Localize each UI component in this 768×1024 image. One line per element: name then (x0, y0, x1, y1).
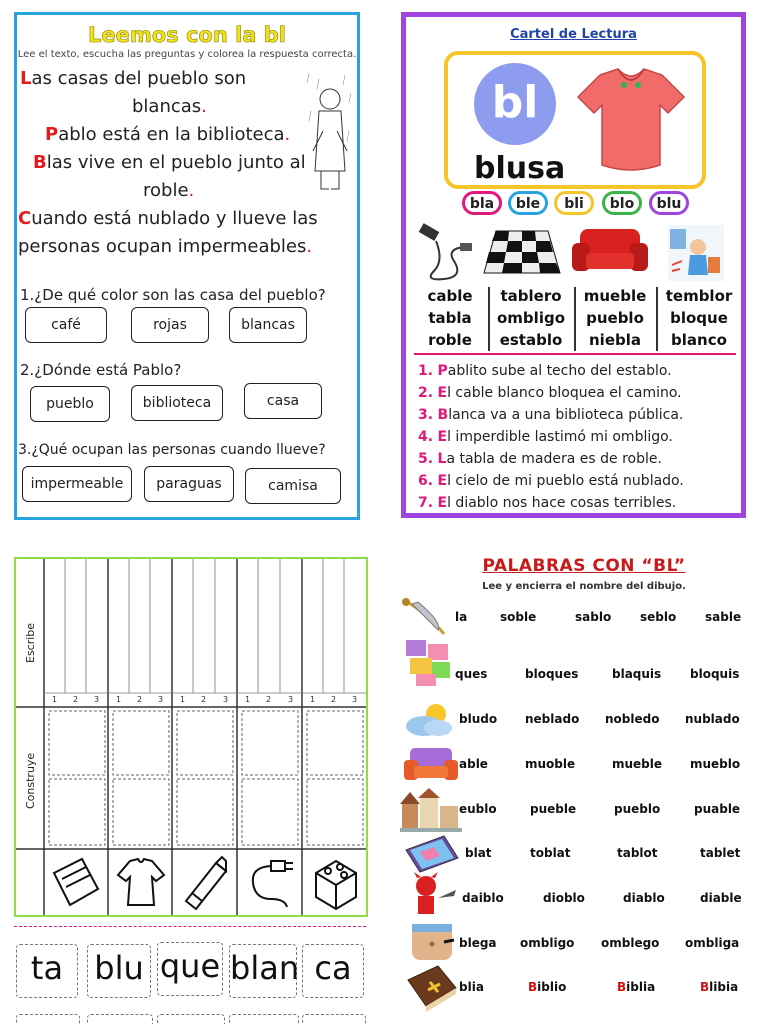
word-option[interactable]: blaquis (612, 667, 662, 681)
answer-option-casa[interactable]: casa (244, 383, 322, 419)
word-column-2: tablero ombligo establo (497, 287, 565, 349)
word-option[interactable]: ques (455, 667, 488, 681)
tablet-icon (400, 832, 464, 876)
word-option[interactable]: ombliga (685, 936, 740, 950)
question-3: 3.¿Qué ocupan las personas cuando llueve? (18, 442, 326, 458)
story-line-4: Blas vive en el pueblo junto al (33, 152, 306, 173)
cut-line (14, 926, 366, 927)
answer-option-blancas[interactable]: blancas (229, 307, 307, 343)
answer-option-pueblo[interactable]: pueblo (30, 386, 110, 422)
word-option[interactable]: daiblo (462, 891, 504, 905)
story-line-7: personas ocupan impermeables. (18, 236, 313, 257)
cable-plug-icon (241, 853, 299, 911)
word-column-3: mueble pueblo niebla (583, 287, 647, 349)
sentence-6: 6. El cielo de mi pueblo está nublado. (418, 473, 684, 489)
word-option[interactable]: pueblo (614, 802, 661, 816)
blouse-outline-icon (112, 853, 170, 911)
story-line-2: blancas. (132, 96, 207, 117)
word-option[interactable]: blia (459, 980, 484, 994)
sharpener-icon (48, 853, 106, 911)
story-line-6: Cuando está nublado y llueve las (18, 208, 318, 229)
blouse-icon (572, 61, 690, 179)
cloudy-sun-icon (402, 700, 458, 740)
answer-option-rojas[interactable]: rojas (131, 307, 209, 343)
word-option[interactable]: mueblo (690, 757, 741, 771)
sentence-3: 3. Blanca va a una biblioteca pública. (418, 407, 684, 423)
sofa-icon (402, 744, 460, 784)
sofa-icon (570, 225, 650, 281)
reading-poster-panel (401, 12, 746, 518)
word-option[interactable]: soble (500, 610, 537, 624)
worksheet-instructions: Lee el texto, escucha las preguntas y colorea la respuesta correcta. (17, 49, 357, 60)
word-option[interactable]: eublo (459, 802, 497, 816)
devil-icon (404, 872, 460, 918)
word-option[interactable]: Blibia (700, 980, 739, 994)
syllable-tile-blu[interactable]: blu (87, 944, 151, 998)
word-column-4: temblor bloque blanco (665, 287, 733, 349)
saber-icon (398, 594, 454, 638)
belly-icon (404, 918, 458, 964)
poster-title: Cartel de Lectura (510, 27, 637, 42)
words-worksheet-instructions: Lee y encierra el nombre del dibujo. (482, 581, 686, 592)
word-option[interactable]: pueble (530, 802, 577, 816)
syllable-pill-bli: bli (554, 191, 594, 215)
word-option[interactable]: sable (705, 610, 742, 624)
syllable-tile-ta[interactable]: ta (16, 944, 78, 998)
syllable-pill-bla: bla (462, 191, 502, 215)
words-worksheet-title: PALABRAS CON “BL” (482, 556, 686, 576)
word-option[interactable]: puable (694, 802, 741, 816)
sentence-2: 2. El cable blanco bloquea el camino. (418, 385, 682, 401)
syllable-pill-blo: blo (602, 191, 642, 215)
word-option[interactable]: nublado (685, 712, 740, 726)
worksheet-title: Leemos con la bl (87, 23, 287, 47)
word-option[interactable]: diable (700, 891, 742, 905)
sentence-4: 4. El imperdible lastimó mi ombligo. (418, 429, 673, 445)
word-option[interactable]: tablet (700, 846, 741, 860)
child-earthquake-icon (664, 221, 728, 285)
syllable-pill-blu: blu (649, 191, 689, 215)
blocks-icon (402, 636, 456, 688)
story-line-5: roble. (143, 180, 195, 201)
question-2: 2.¿Dónde está Pablo? (20, 361, 182, 379)
word-option[interactable]: muoble (525, 757, 576, 771)
town-icon (400, 786, 462, 832)
child-in-raincoat-icon (305, 71, 355, 201)
word-option[interactable]: seblo (640, 610, 677, 624)
word-option[interactable]: Biblio (528, 980, 567, 994)
answer-option-camisa[interactable]: camisa (245, 468, 341, 504)
answer-option-impermeable[interactable]: impermeable (22, 466, 132, 502)
keyword-label: blusa (474, 151, 566, 186)
word-column-1: cable tabla roble (427, 287, 473, 349)
build-label: Construye (24, 752, 37, 809)
word-option[interactable]: able (459, 757, 488, 771)
answer-option-biblioteca[interactable]: biblioteca (131, 385, 223, 421)
write-label: Escribe (24, 622, 37, 663)
syllable-tile-blan[interactable]: blan (229, 944, 297, 998)
word-option[interactable]: bludo (459, 712, 498, 726)
word-option[interactable]: bloques (525, 667, 579, 681)
cable-icon (414, 221, 478, 285)
bible-icon (404, 962, 460, 1012)
syllable-pill-ble: ble (508, 191, 548, 215)
word-option[interactable]: dioblo (543, 891, 585, 905)
word-option[interactable]: Biblia (617, 980, 656, 994)
section-divider (414, 353, 736, 355)
word-option[interactable]: neblado (525, 712, 580, 726)
question-1: 1.¿De qué color son las casa del pueblo? (20, 286, 326, 304)
word-option[interactable]: blega (459, 936, 497, 950)
syllable-circle: bl (474, 63, 556, 145)
syllable-tile-que[interactable]: que (157, 942, 223, 996)
crayon-icon (176, 853, 234, 911)
word-option[interactable]: nobledo (605, 712, 660, 726)
word-option[interactable]: bloquis (690, 667, 740, 681)
story-line-3: Pablo está en la biblioteca. (45, 124, 291, 145)
word-option[interactable]: tablot (617, 846, 658, 860)
word-option[interactable]: mueble (612, 757, 663, 771)
answer-option-paraguas[interactable]: paraguas (144, 466, 234, 502)
sentence-5: 5. La tabla de madera es de roble. (418, 451, 662, 467)
word-option[interactable]: omblego (601, 936, 660, 950)
story-line-1: Las casas del pueblo son (20, 68, 247, 89)
word-option[interactable]: sablo (575, 610, 612, 624)
block-cube-icon (306, 853, 364, 911)
word-option[interactable]: diablo (623, 891, 665, 905)
word-option[interactable]: blat (465, 846, 492, 860)
chessboard-icon (482, 223, 562, 279)
reading-worksheet-panel (14, 12, 360, 520)
word-option[interactable]: ombligo (520, 936, 575, 950)
answer-option-cafe[interactable]: café (25, 307, 107, 343)
keyword-card (444, 51, 706, 189)
sentence-7: 7. El diablo nos hace cosas terribles. (418, 495, 677, 511)
next-tile-row (16, 1014, 366, 1024)
word-option[interactable]: la (455, 610, 468, 624)
sentence-1: 1. Pablito sube al techo del establo. (418, 363, 672, 379)
write-build-worksheet: Escribe Construye 1 2 3 1 2 3 1 2 3 1 2 3 1 2 3 (14, 557, 368, 917)
syllable-tile-ca[interactable]: ca (302, 944, 364, 998)
word-option[interactable]: toblat (530, 846, 571, 860)
